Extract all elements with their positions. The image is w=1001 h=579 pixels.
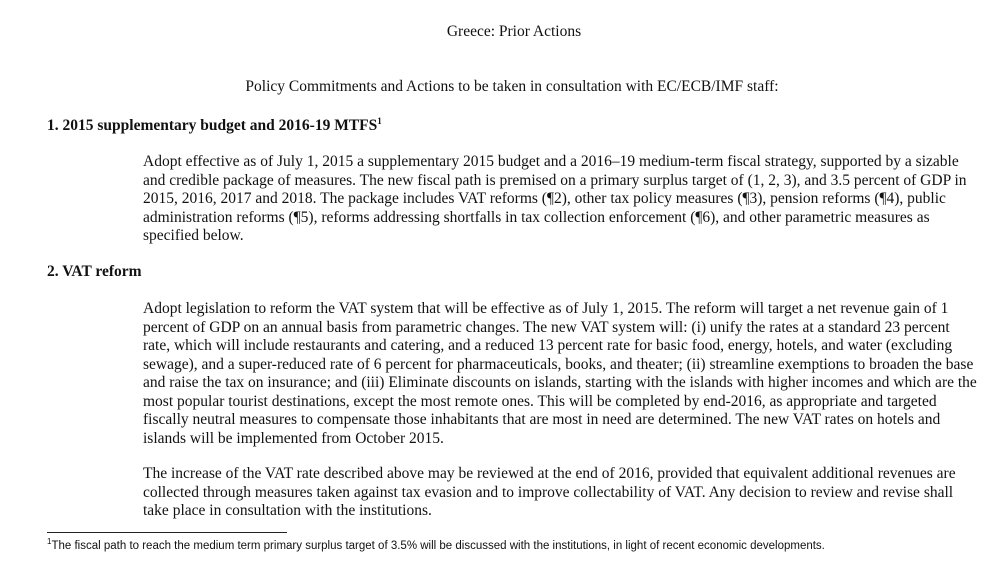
section-1-paragraph: Adopt effective as of July 1, 2015 a supplementary 2015 budget and a 2016–19 medium-term fiscal strategy, supported by a sizable and credible package of measures. The new fiscal path is premised on a primary surplus target of (1, 2, 3), and 3.5 percent of GDP in 2015, 2016, 2017 and 2018. The package includes VAT reforms (¶2), other tax policy measures (¶3), pension reforms (¶4), public administration reforms (¶5), reforms addressing shortfalls in tax collection enforcement (¶6), and other parametric measures as specified below.	[143, 153, 967, 244]
document-title: Greece: Prior Actions	[446, 23, 582, 40]
footnote-marker: 1	[47, 537, 52, 547]
footnote	[47, 539, 825, 554]
footnote-divider	[47, 532, 287, 533]
footnote-reference: 1	[377, 115, 382, 126]
section-1-heading-text: 1. 2015 supplementary budget and 2016-19 MTFS	[47, 117, 378, 134]
footnote-text: The fiscal path to reach the medium term primary surplus target of 3.5% will be discussed with the institutions, in light of recent economic developments.	[51, 540, 825, 552]
document-subtitle: Policy Commitments and Actions to be taken in consultation with EC/ECB/IMF staff:	[245, 78, 779, 95]
section-1-heading	[47, 116, 382, 135]
section-2-paragraph-2: The increase of the VAT rate described above may be reviewed at the end of 2016, provided that equivalent additional revenues are collected through measures taken against tax evasion and to improve collectability of VAT. Any decision to review and revise shall take place in consultation with the institutions.	[143, 465, 956, 519]
section-2-paragraph-1: Adopt legislation to reform the VAT system that will be effective as of July 1, 2015. The reform will target a net revenue gain of 1 percent of GDP on an annual basis from parametric changes. The new VAT system will: (i) unify the rates at a standard 23 percent rate, which will include restaurants and catering, and a reduced 13 percent rate for basic food, energy, hotels, and water (excluding sewage), and a super-reduced rate of 6 percent for pharmaceuticals, books, and theater; (ii) streamline exemptions to broaden the base and raise the tax on insurance; and (iii) Eliminate discounts on islands, starting with the islands with higher incomes and which are the most popular tourist destinations, except the most remote ones. This will be completed by end-2016, as appropriate and targeted fiscally neutral measures to compensate those inhabitants that are most in need are determined. The new VAT rates on hotels and islands will be implemented from October 2015.	[143, 300, 977, 447]
section-2-heading: 2. VAT reform	[47, 263, 142, 280]
